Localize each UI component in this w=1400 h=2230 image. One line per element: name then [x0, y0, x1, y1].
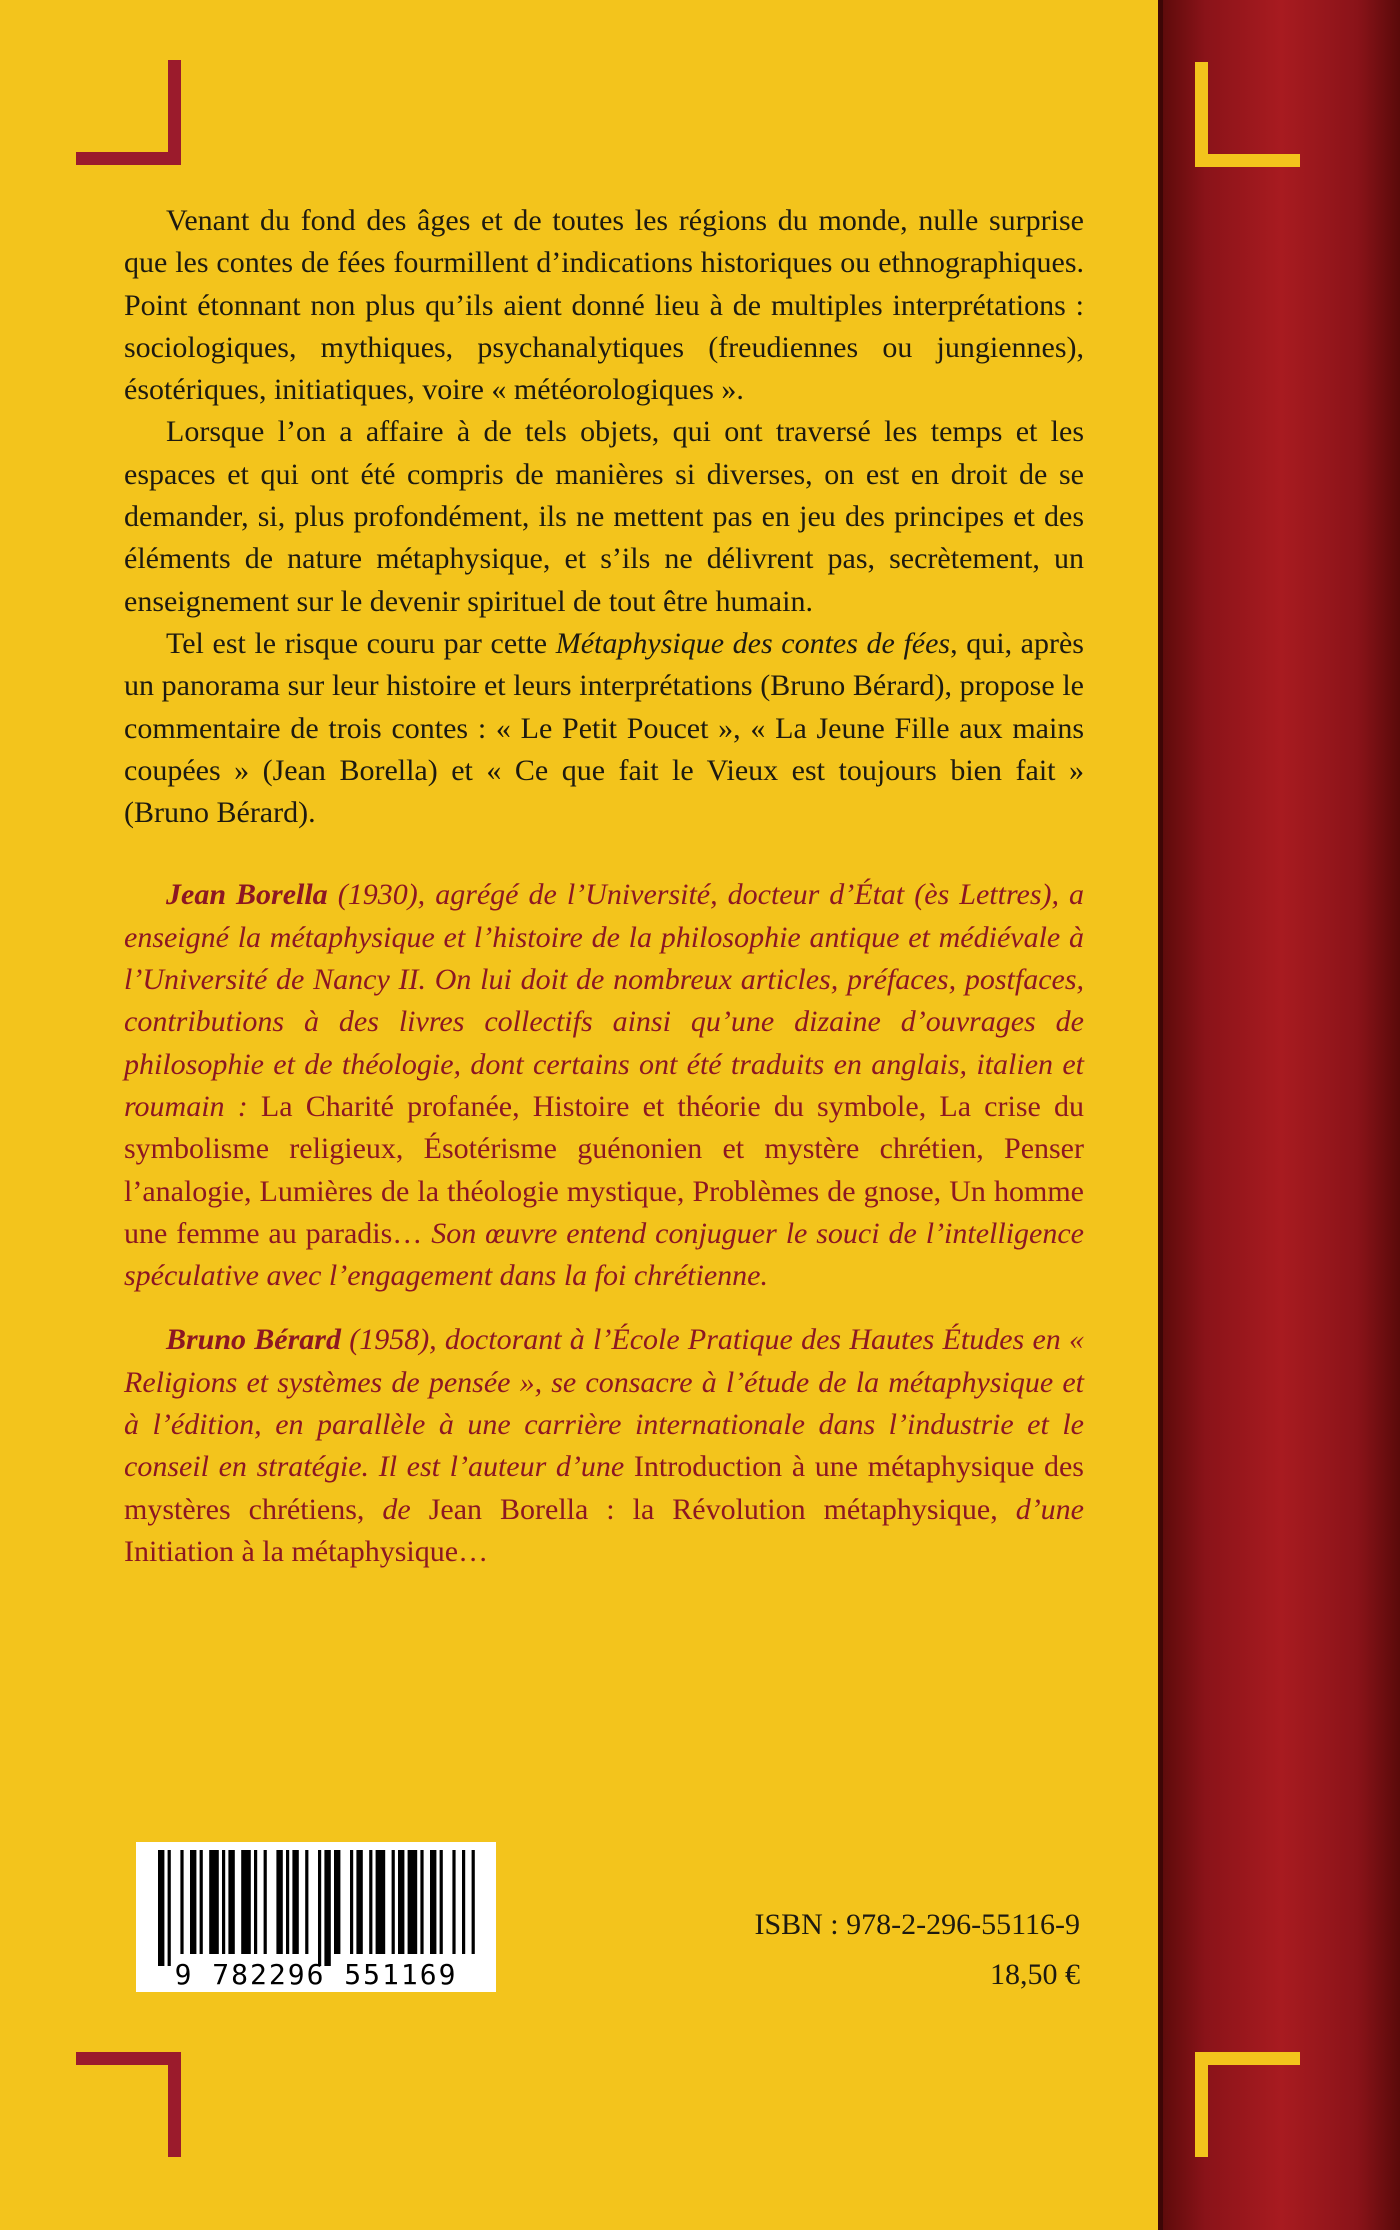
barcode-bar — [254, 1850, 257, 1954]
barcode-bar — [292, 1850, 298, 1954]
isbn: ISBN : 978-2-296-55116-9 — [754, 1908, 1080, 1941]
book-title: Métaphysique des contes de fées — [555, 626, 951, 660]
corner-ornament-bottom-right — [1195, 2052, 1300, 2157]
barcode-bar — [305, 1850, 308, 1954]
barcode-bar — [276, 1850, 282, 1954]
barcode-bar — [462, 1850, 465, 1954]
author-name-berard: Bruno Bérard — [166, 1323, 341, 1357]
blurb-paragraph-3: Tel est le risque couru par cette Métaphysique des contes de fées, qui, après un panorama sur leur histoire et leurs interprétations (Bruno Bérard), propose le commentaire de trois contes : « Le Petit Poucet », « La Jeune Fille aux mains coupées » (Jean Borella) et « Ce que fait le Vieux est toujours bien fait » (Bruno Bérard). — [124, 626, 1084, 830]
barcode-bar — [356, 1850, 362, 1954]
barcode-bar — [392, 1850, 395, 1954]
corner-ornament-bottom-left — [76, 2052, 181, 2157]
barcode-bar — [190, 1850, 196, 1954]
barcode-bar — [264, 1850, 267, 1954]
barcode-bar — [408, 1850, 418, 1954]
barcode-bar — [228, 1850, 234, 1954]
blurb-text — [124, 200, 1084, 1573]
spine — [1163, 0, 1400, 2230]
barcode-bar — [168, 1850, 171, 1966]
barcode-bar — [420, 1850, 423, 1954]
barcode-bar — [158, 1850, 164, 1966]
barcode-bar — [440, 1850, 443, 1954]
barcode-bar — [369, 1850, 372, 1954]
barcode-bar — [222, 1850, 225, 1954]
barcode-bar — [324, 1850, 330, 1966]
barcode-bar — [350, 1850, 353, 1954]
works-list-borella: La Charité profanée, Histoire et théorie du symbole, La crise du symbolisme religieux, Ésotérisme guénonien et mystère chrétien, Penser l’analogie, Lumières de la théologie mystique, Problèmes de gnose, Un homme une femme au paradis… — [124, 1089, 1084, 1250]
author-name-borella: Jean Borella — [166, 878, 328, 912]
barcode-bar — [452, 1850, 455, 1954]
barcode-bar — [472, 1850, 475, 1954]
author-bio-borella: Jean Borella (1930), agrégé de l’Université, docteur d’État (ès Lettres), a enseigné la métaphysique et l’histoire de la philosophie antique et médiévale à l’Université de Nancy II. On lui doit de nombreux articles, préfaces, postfaces, contributions à des livres collectifs ainsi qu’une dizaine d’ouvrages de philosophie et de théologie, dont certains ont été traduits en anglais, italien et roumain : La Charité profanée, Histoire et théorie du symbole, La crise du symbolisme religieux, Ésotérisme guénonien et mystère chrétien, Penser l’analogie, Lumières de la théologie mystique, Problèmes de gnose, Un homme une femme au paradis… Son œuvre entend conjuguer le souci de l’intelligence spéculative avec l’engagement dans la foi chrétienne. — [124, 878, 1084, 1293]
barcode-number: 9 782296 551169 — [174, 1958, 458, 1991]
barcode-bar — [200, 1850, 203, 1954]
barcode-bar — [318, 1850, 321, 1966]
barcode-bar — [180, 1850, 183, 1954]
price: 18,50 € — [990, 1958, 1080, 1991]
barcode — [136, 1842, 496, 1992]
barcode-bar — [241, 1850, 251, 1954]
corner-ornament-top-left — [76, 60, 181, 165]
barcode-bar — [376, 1850, 386, 1954]
author-bio-berard: Bruno Bérard (1958), doctorant à l’École Pratique des Hautes Études en « Religions et systèmes de pensée », se consacre à l’étude de la métaphysique et à l’édition, en parallèle à une carrière internationale dans l’industrie et le conseil en stratégie. Il est l’auteur d’une Introduction à une métaphysique des mystères chrétiens, de Jean Borella : la Révolution métaphysique, d’une Initiation à la métaphysique… — [124, 1323, 1084, 1568]
barcode-bar — [334, 1850, 340, 1954]
barcode-bar — [286, 1850, 289, 1954]
corner-ornament-top-right — [1195, 62, 1300, 167]
barcode-bar — [430, 1850, 436, 1954]
blurb-paragraph-1: Venant du fond des âges et de toutes les régions du monde, nulle surprise que les contes de fées fourmillent d’indications historiques ou ethnographiques. Point étonnant non plus qu’ils aient donné lieu à de multiples interprétations : sociologiques, mythiques, psychanalytiques (freudiennes ou jungiennes), ésotériques, initiatiques, voire « météorologiques ». — [124, 204, 1084, 407]
barcode-bar — [398, 1850, 404, 1954]
barcode-bar — [209, 1850, 219, 1954]
blurb-paragraph-2: Lorsque l’on a affaire à de tels objets, qui ont traversé les temps et les espaces et qui ont été compris de manières si diverses, on est en droit de se demander, si, plus profondément, ils ne mettent pas en jeu des principes et des éléments de nature métaphysique, et s’ils ne délivrent pas, secrètement, un enseignement sur le devenir spirituel de tout être humain. — [124, 415, 1084, 618]
